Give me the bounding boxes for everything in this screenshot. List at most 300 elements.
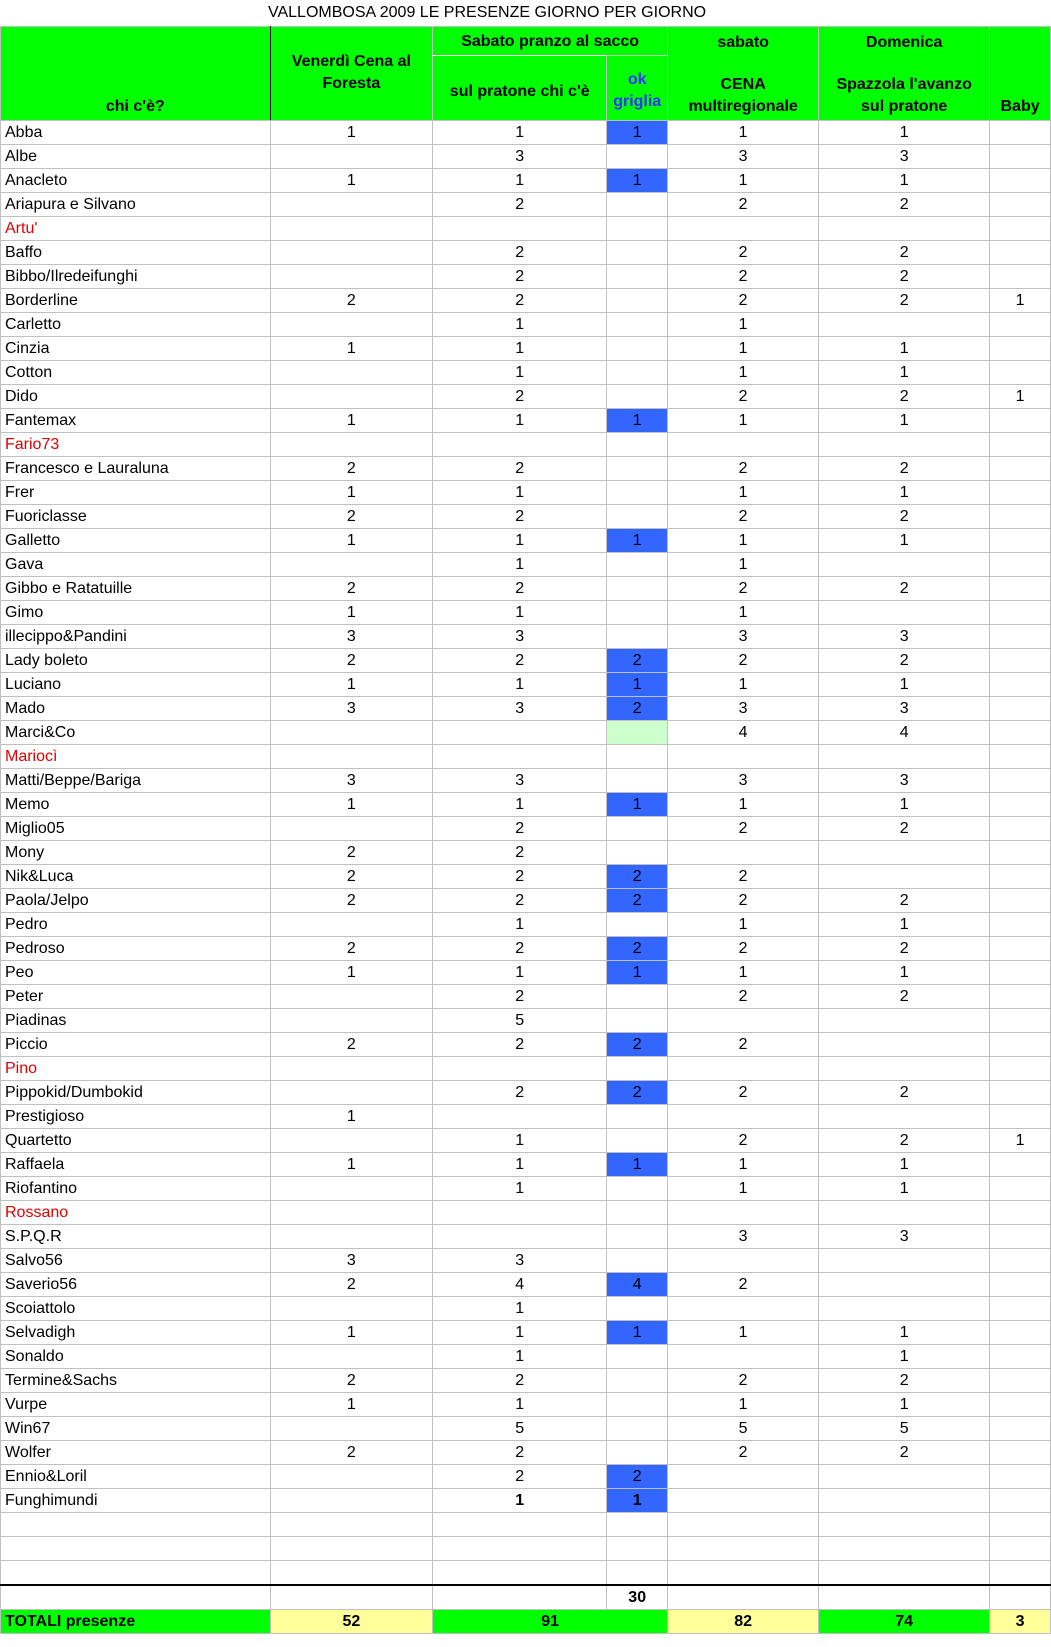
empty-cell[interactable] xyxy=(607,1513,668,1537)
row-baby-cell[interactable] xyxy=(990,1009,1051,1033)
row-baby-cell[interactable] xyxy=(990,577,1051,601)
row-baby-cell[interactable] xyxy=(990,1369,1051,1393)
row-sab-cell[interactable]: 1 xyxy=(433,1129,607,1153)
row-name-cell[interactable]: illecippo&Pandini xyxy=(1,625,271,649)
row-sab-cell[interactable] xyxy=(433,1105,607,1129)
row-dom-cell[interactable]: 1 xyxy=(819,409,990,433)
row-sab-cell[interactable]: 2 xyxy=(433,241,607,265)
row-ok-cell[interactable] xyxy=(607,817,668,841)
row-baby-cell[interactable] xyxy=(990,793,1051,817)
row-cena-cell[interactable] xyxy=(668,1057,819,1081)
row-dom-cell[interactable]: 2 xyxy=(819,985,990,1009)
row-dom-cell[interactable] xyxy=(819,841,990,865)
row-cena-cell[interactable]: 2 xyxy=(668,889,819,913)
row-sab-cell[interactable] xyxy=(433,217,607,241)
row-sab-cell[interactable]: 2 xyxy=(433,505,607,529)
row-cena-cell[interactable]: 3 xyxy=(668,145,819,169)
row-name-cell[interactable]: Pino xyxy=(1,1057,271,1081)
row-cena-cell[interactable] xyxy=(668,1249,819,1273)
row-ok-cell[interactable] xyxy=(607,1393,668,1417)
row-baby-cell[interactable]: 1 xyxy=(990,1129,1051,1153)
row-baby-cell[interactable] xyxy=(990,145,1051,169)
row-baby-cell[interactable] xyxy=(990,265,1051,289)
row-ven-cell[interactable]: 3 xyxy=(270,625,433,649)
row-name-cell[interactable]: Termine&Sachs xyxy=(1,1369,271,1393)
row-sab-cell[interactable]: 1 xyxy=(433,1393,607,1417)
row-ok-cell[interactable]: 2 xyxy=(607,937,668,961)
row-dom-cell[interactable]: 2 xyxy=(819,385,990,409)
row-name-cell[interactable]: Artu' xyxy=(1,217,271,241)
row-baby-cell[interactable] xyxy=(990,169,1051,193)
row-name-cell[interactable]: Cotton xyxy=(1,361,271,385)
row-sab-cell[interactable]: 3 xyxy=(433,697,607,721)
row-sab-cell[interactable]: 1 xyxy=(433,529,607,553)
empty-cell[interactable] xyxy=(990,1513,1051,1537)
row-dom-cell[interactable]: 2 xyxy=(819,1369,990,1393)
row-cena-cell[interactable]: 1 xyxy=(668,913,819,937)
row-ok-cell[interactable] xyxy=(607,265,668,289)
row-ok-cell[interactable] xyxy=(607,769,668,793)
row-sab-cell[interactable]: 1 xyxy=(433,913,607,937)
row-ven-cell[interactable] xyxy=(270,193,433,217)
row-name-cell[interactable]: Quartetto xyxy=(1,1129,271,1153)
row-name-cell[interactable]: Nik&Luca xyxy=(1,865,271,889)
row-dom-cell[interactable]: 2 xyxy=(819,457,990,481)
row-dom-cell[interactable] xyxy=(819,1489,990,1513)
row-ok-cell[interactable]: 1 xyxy=(607,529,668,553)
row-baby-cell[interactable] xyxy=(990,961,1051,985)
row-name-cell[interactable]: Pedroso xyxy=(1,937,271,961)
row-dom-cell[interactable]: 1 xyxy=(819,673,990,697)
row-name-cell[interactable]: Mony xyxy=(1,841,271,865)
row-ven-cell[interactable]: 2 xyxy=(270,1033,433,1057)
row-cena-cell[interactable]: 5 xyxy=(668,1417,819,1441)
row-ven-cell[interactable]: 1 xyxy=(270,601,433,625)
row-cena-cell[interactable]: 1 xyxy=(668,121,819,145)
row-ok-cell[interactable] xyxy=(607,241,668,265)
row-dom-cell[interactable]: 3 xyxy=(819,697,990,721)
row-ok-cell[interactable] xyxy=(607,217,668,241)
row-cena-cell[interactable]: 2 xyxy=(668,241,819,265)
row-name-cell[interactable]: Ennio&Loril xyxy=(1,1465,271,1489)
row-dom-cell[interactable] xyxy=(819,1297,990,1321)
row-name-cell[interactable]: Funghimundi xyxy=(1,1489,271,1513)
row-dom-cell[interactable]: 1 xyxy=(819,529,990,553)
row-sab-cell[interactable]: 1 xyxy=(433,553,607,577)
row-dom-cell[interactable] xyxy=(819,1273,990,1297)
row-cena-cell[interactable]: 3 xyxy=(668,697,819,721)
row-name-cell[interactable]: Piccio xyxy=(1,1033,271,1057)
row-ven-cell[interactable]: 2 xyxy=(270,505,433,529)
row-cena-cell[interactable]: 4 xyxy=(668,721,819,745)
row-sab-cell[interactable]: 2 xyxy=(433,841,607,865)
empty-cell[interactable] xyxy=(819,1513,990,1537)
row-ok-cell[interactable] xyxy=(607,913,668,937)
row-ok-cell[interactable] xyxy=(607,1297,668,1321)
row-baby-cell[interactable] xyxy=(990,529,1051,553)
row-ven-cell[interactable]: 2 xyxy=(270,889,433,913)
row-ven-cell[interactable] xyxy=(270,1345,433,1369)
row-name-cell[interactable]: Luciano xyxy=(1,673,271,697)
row-cena-cell[interactable]: 1 xyxy=(668,1177,819,1201)
row-dom-cell[interactable] xyxy=(819,1465,990,1489)
row-dom-cell[interactable]: 5 xyxy=(819,1417,990,1441)
row-cena-cell[interactable]: 2 xyxy=(668,577,819,601)
row-cena-cell[interactable]: 3 xyxy=(668,769,819,793)
row-name-cell[interactable]: Piadinas xyxy=(1,1009,271,1033)
row-cena-cell[interactable]: 1 xyxy=(668,361,819,385)
row-baby-cell[interactable] xyxy=(990,1321,1051,1345)
row-ok-cell[interactable]: 1 xyxy=(607,1153,668,1177)
row-ven-cell[interactable]: 2 xyxy=(270,865,433,889)
row-dom-cell[interactable]: 2 xyxy=(819,937,990,961)
row-cena-cell[interactable]: 1 xyxy=(668,337,819,361)
row-baby-cell[interactable] xyxy=(990,1177,1051,1201)
row-baby-cell[interactable] xyxy=(990,769,1051,793)
row-dom-cell[interactable]: 1 xyxy=(819,1153,990,1177)
row-name-cell[interactable]: Francesco e Lauraluna xyxy=(1,457,271,481)
row-ok-cell[interactable]: 2 xyxy=(607,697,668,721)
row-ven-cell[interactable]: 1 xyxy=(270,169,433,193)
row-ok-cell[interactable]: 1 xyxy=(607,409,668,433)
row-name-cell[interactable]: Fantemax xyxy=(1,409,271,433)
row-sab-cell[interactable]: 2 xyxy=(433,937,607,961)
row-ok-cell[interactable] xyxy=(607,721,668,745)
row-sab-cell[interactable]: 2 xyxy=(433,1465,607,1489)
row-cena-cell[interactable] xyxy=(668,1345,819,1369)
row-name-cell[interactable]: Marci&Co xyxy=(1,721,271,745)
row-ok-cell[interactable] xyxy=(607,1177,668,1201)
row-dom-cell[interactable]: 2 xyxy=(819,289,990,313)
row-baby-cell[interactable] xyxy=(990,1105,1051,1129)
row-cena-cell[interactable] xyxy=(668,433,819,457)
row-ven-cell[interactable]: 1 xyxy=(270,673,433,697)
row-sab-cell[interactable]: 1 xyxy=(433,961,607,985)
row-dom-cell[interactable] xyxy=(819,1057,990,1081)
row-ok-cell[interactable] xyxy=(607,1105,668,1129)
row-name-cell[interactable]: Peo xyxy=(1,961,271,985)
row-ven-cell[interactable]: 1 xyxy=(270,961,433,985)
row-cena-cell[interactable]: 2 xyxy=(668,1441,819,1465)
row-ven-cell[interactable] xyxy=(270,1009,433,1033)
row-name-cell[interactable]: Peter xyxy=(1,985,271,1009)
row-ven-cell[interactable]: 3 xyxy=(270,697,433,721)
row-sab-cell[interactable]: 2 xyxy=(433,1081,607,1105)
empty-cell[interactable] xyxy=(607,1537,668,1561)
row-sab-cell[interactable]: 1 xyxy=(433,1345,607,1369)
row-ok-cell[interactable] xyxy=(607,289,668,313)
row-cena-cell[interactable] xyxy=(668,217,819,241)
row-ok-cell[interactable] xyxy=(607,337,668,361)
row-ok-cell[interactable] xyxy=(607,1225,668,1249)
row-ok-cell[interactable] xyxy=(607,481,668,505)
row-dom-cell[interactable] xyxy=(819,217,990,241)
row-name-cell[interactable]: Baffo xyxy=(1,241,271,265)
row-ok-cell[interactable] xyxy=(607,553,668,577)
empty-cell[interactable] xyxy=(433,1561,607,1586)
row-dom-cell[interactable]: 2 xyxy=(819,649,990,673)
empty-cell[interactable] xyxy=(270,1513,433,1537)
empty-cell[interactable] xyxy=(270,1537,433,1561)
row-dom-cell[interactable]: 2 xyxy=(819,505,990,529)
row-ok-cell[interactable]: 2 xyxy=(607,865,668,889)
row-baby-cell[interactable] xyxy=(990,673,1051,697)
row-cena-cell[interactable] xyxy=(668,1489,819,1513)
row-dom-cell[interactable] xyxy=(819,553,990,577)
row-ven-cell[interactable] xyxy=(270,217,433,241)
row-ok-cell[interactable] xyxy=(607,1129,668,1153)
row-baby-cell[interactable] xyxy=(990,361,1051,385)
row-name-cell[interactable]: Galletto xyxy=(1,529,271,553)
row-sab-cell[interactable]: 1 xyxy=(433,337,607,361)
row-dom-cell[interactable]: 3 xyxy=(819,769,990,793)
row-name-cell[interactable]: Fario73 xyxy=(1,433,271,457)
empty-cell[interactable] xyxy=(668,1561,819,1586)
row-dom-cell[interactable]: 2 xyxy=(819,193,990,217)
row-ok-cell[interactable] xyxy=(607,505,668,529)
row-name-cell[interactable]: Paola/Jelpo xyxy=(1,889,271,913)
row-baby-cell[interactable] xyxy=(990,745,1051,769)
row-ven-cell[interactable] xyxy=(270,361,433,385)
row-sab-cell[interactable]: 1 xyxy=(433,1177,607,1201)
row-baby-cell[interactable] xyxy=(990,817,1051,841)
row-baby-cell[interactable]: 1 xyxy=(990,289,1051,313)
row-ven-cell[interactable]: 1 xyxy=(270,121,433,145)
row-dom-cell[interactable] xyxy=(819,865,990,889)
row-ven-cell[interactable] xyxy=(270,1057,433,1081)
row-name-cell[interactable]: Mado xyxy=(1,697,271,721)
row-cena-cell[interactable] xyxy=(668,1297,819,1321)
row-cena-cell[interactable] xyxy=(668,1465,819,1489)
row-ok-cell[interactable] xyxy=(607,1369,668,1393)
row-ok-cell[interactable] xyxy=(607,1417,668,1441)
row-ok-cell[interactable]: 1 xyxy=(607,169,668,193)
row-baby-cell[interactable] xyxy=(990,1393,1051,1417)
row-sab-cell[interactable]: 3 xyxy=(433,1249,607,1273)
row-ven-cell[interactable] xyxy=(270,385,433,409)
row-dom-cell[interactable]: 1 xyxy=(819,481,990,505)
row-name-cell[interactable]: Anacleto xyxy=(1,169,271,193)
row-ven-cell[interactable] xyxy=(270,265,433,289)
row-ven-cell[interactable]: 1 xyxy=(270,529,433,553)
row-ok-cell[interactable]: 2 xyxy=(607,1033,668,1057)
row-sab-cell[interactable]: 1 xyxy=(433,1297,607,1321)
row-name-cell[interactable]: Gimo xyxy=(1,601,271,625)
row-ven-cell[interactable] xyxy=(270,1225,433,1249)
row-sab-cell[interactable]: 2 xyxy=(433,265,607,289)
row-ven-cell[interactable]: 2 xyxy=(270,577,433,601)
row-baby-cell[interactable] xyxy=(990,865,1051,889)
row-dom-cell[interactable] xyxy=(819,1201,990,1225)
row-ok-cell[interactable]: 2 xyxy=(607,1465,668,1489)
row-baby-cell[interactable] xyxy=(990,217,1051,241)
row-baby-cell[interactable] xyxy=(990,889,1051,913)
row-sab-cell[interactable] xyxy=(433,721,607,745)
row-cena-cell[interactable]: 1 xyxy=(668,1393,819,1417)
row-ven-cell[interactable]: 1 xyxy=(270,793,433,817)
row-baby-cell[interactable] xyxy=(990,649,1051,673)
row-ven-cell[interactable]: 3 xyxy=(270,1249,433,1273)
row-baby-cell[interactable] xyxy=(990,1489,1051,1513)
row-baby-cell[interactable] xyxy=(990,1417,1051,1441)
row-baby-cell[interactable] xyxy=(990,1201,1051,1225)
row-ven-cell[interactable]: 2 xyxy=(270,649,433,673)
row-sab-cell[interactable]: 1 xyxy=(433,601,607,625)
row-sab-cell[interactable]: 2 xyxy=(433,649,607,673)
row-name-cell[interactable]: Lady boleto xyxy=(1,649,271,673)
row-ven-cell[interactable] xyxy=(270,1297,433,1321)
row-sab-cell[interactable] xyxy=(433,433,607,457)
row-cena-cell[interactable]: 2 xyxy=(668,1273,819,1297)
row-cena-cell[interactable]: 2 xyxy=(668,385,819,409)
row-ok-cell[interactable]: 1 xyxy=(607,121,668,145)
row-ven-cell[interactable] xyxy=(270,1129,433,1153)
row-sab-cell[interactable]: 2 xyxy=(433,289,607,313)
row-name-cell[interactable]: Mariocì xyxy=(1,745,271,769)
empty-cell[interactable] xyxy=(607,1561,668,1586)
empty-cell[interactable] xyxy=(819,1561,990,1586)
row-dom-cell[interactable]: 1 xyxy=(819,337,990,361)
row-dom-cell[interactable]: 1 xyxy=(819,169,990,193)
row-baby-cell[interactable] xyxy=(990,433,1051,457)
row-ok-cell[interactable] xyxy=(607,1441,668,1465)
empty-cell[interactable] xyxy=(668,1585,819,1610)
row-ven-cell[interactable] xyxy=(270,913,433,937)
row-ok-cell[interactable] xyxy=(607,385,668,409)
row-baby-cell[interactable] xyxy=(990,457,1051,481)
row-baby-cell[interactable] xyxy=(990,481,1051,505)
empty-cell[interactable] xyxy=(990,1561,1051,1586)
row-ok-cell[interactable] xyxy=(607,1201,668,1225)
row-dom-cell[interactable]: 1 xyxy=(819,361,990,385)
row-ven-cell[interactable] xyxy=(270,1465,433,1489)
row-sab-cell[interactable]: 2 xyxy=(433,865,607,889)
row-sab-cell[interactable]: 2 xyxy=(433,1033,607,1057)
row-ven-cell[interactable] xyxy=(270,721,433,745)
row-name-cell[interactable]: Matti/Beppe/Bariga xyxy=(1,769,271,793)
row-cena-cell[interactable]: 1 xyxy=(668,553,819,577)
row-cena-cell[interactable]: 1 xyxy=(668,1153,819,1177)
row-sab-cell[interactable]: 1 xyxy=(433,409,607,433)
row-ven-cell[interactable] xyxy=(270,553,433,577)
row-ok-cell[interactable]: 2 xyxy=(607,649,668,673)
row-ven-cell[interactable]: 1 xyxy=(270,1105,433,1129)
row-ok-cell[interactable]: 2 xyxy=(607,1081,668,1105)
row-cena-cell[interactable] xyxy=(668,841,819,865)
row-cena-cell[interactable]: 1 xyxy=(668,169,819,193)
row-baby-cell[interactable] xyxy=(990,841,1051,865)
row-ven-cell[interactable]: 2 xyxy=(270,841,433,865)
empty-cell[interactable] xyxy=(990,1585,1051,1610)
row-dom-cell[interactable]: 1 xyxy=(819,1345,990,1369)
row-sab-cell[interactable]: 3 xyxy=(433,625,607,649)
row-dom-cell[interactable]: 1 xyxy=(819,1177,990,1201)
row-ok-cell[interactable]: 4 xyxy=(607,1273,668,1297)
row-sab-cell[interactable]: 1 xyxy=(433,481,607,505)
row-baby-cell[interactable] xyxy=(990,1297,1051,1321)
row-dom-cell[interactable] xyxy=(819,601,990,625)
row-dom-cell[interactable]: 3 xyxy=(819,1225,990,1249)
empty-cell[interactable] xyxy=(270,1585,433,1610)
row-name-cell[interactable]: Bibbo/Ilredeifunghi xyxy=(1,265,271,289)
row-sab-cell[interactable]: 2 xyxy=(433,385,607,409)
row-sab-cell[interactable]: 2 xyxy=(433,1369,607,1393)
row-name-cell[interactable]: Memo xyxy=(1,793,271,817)
row-baby-cell[interactable] xyxy=(990,697,1051,721)
row-baby-cell[interactable] xyxy=(990,1153,1051,1177)
row-dom-cell[interactable]: 1 xyxy=(819,961,990,985)
row-name-cell[interactable]: Borderline xyxy=(1,289,271,313)
row-baby-cell[interactable] xyxy=(990,601,1051,625)
row-dom-cell[interactable]: 2 xyxy=(819,265,990,289)
row-name-cell[interactable]: Pedro xyxy=(1,913,271,937)
row-dom-cell[interactable]: 2 xyxy=(819,1441,990,1465)
row-dom-cell[interactable]: 1 xyxy=(819,793,990,817)
row-name-cell[interactable]: S.P.Q.R xyxy=(1,1225,271,1249)
row-ven-cell[interactable]: 3 xyxy=(270,769,433,793)
row-name-cell[interactable]: Gibbo e Ratatuille xyxy=(1,577,271,601)
row-baby-cell[interactable] xyxy=(990,721,1051,745)
row-dom-cell[interactable]: 2 xyxy=(819,889,990,913)
row-ven-cell[interactable]: 1 xyxy=(270,481,433,505)
row-sab-cell[interactable]: 2 xyxy=(433,889,607,913)
row-sab-cell[interactable]: 1 xyxy=(433,1489,607,1513)
row-dom-cell[interactable] xyxy=(819,745,990,769)
row-cena-cell[interactable]: 1 xyxy=(668,793,819,817)
row-ven-cell[interactable]: 1 xyxy=(270,1153,433,1177)
row-cena-cell[interactable] xyxy=(668,1009,819,1033)
row-ven-cell[interactable]: 2 xyxy=(270,1441,433,1465)
row-name-cell[interactable]: Fuoriclasse xyxy=(1,505,271,529)
row-dom-cell[interactable] xyxy=(819,1033,990,1057)
row-name-cell[interactable]: Dido xyxy=(1,385,271,409)
empty-cell[interactable] xyxy=(270,1561,433,1586)
row-ven-cell[interactable]: 1 xyxy=(270,1393,433,1417)
row-sab-cell[interactable]: 2 xyxy=(433,577,607,601)
row-sab-cell[interactable]: 1 xyxy=(433,169,607,193)
row-baby-cell[interactable] xyxy=(990,553,1051,577)
row-sab-cell[interactable]: 2 xyxy=(433,1441,607,1465)
row-baby-cell[interactable] xyxy=(990,121,1051,145)
row-cena-cell[interactable]: 1 xyxy=(668,601,819,625)
row-baby-cell[interactable] xyxy=(990,1345,1051,1369)
row-ok-cell[interactable] xyxy=(607,1009,668,1033)
empty-cell[interactable] xyxy=(990,1537,1051,1561)
row-sab-cell[interactable]: 1 xyxy=(433,1153,607,1177)
row-dom-cell[interactable] xyxy=(819,313,990,337)
row-cena-cell[interactable]: 2 xyxy=(668,865,819,889)
row-ok-cell[interactable] xyxy=(607,457,668,481)
row-ven-cell[interactable] xyxy=(270,241,433,265)
row-name-cell[interactable]: Selvadigh xyxy=(1,1321,271,1345)
row-cena-cell[interactable]: 1 xyxy=(668,529,819,553)
row-cena-cell[interactable]: 1 xyxy=(668,1321,819,1345)
row-sab-cell[interactable]: 1 xyxy=(433,313,607,337)
ok-total-cell[interactable]: 30 xyxy=(607,1585,668,1610)
empty-cell[interactable] xyxy=(1,1513,271,1537)
row-dom-cell[interactable]: 3 xyxy=(819,145,990,169)
row-name-cell[interactable]: Gava xyxy=(1,553,271,577)
row-dom-cell[interactable]: 2 xyxy=(819,1129,990,1153)
row-ok-cell[interactable] xyxy=(607,313,668,337)
row-sab-cell[interactable]: 5 xyxy=(433,1009,607,1033)
row-ven-cell[interactable] xyxy=(270,433,433,457)
row-cena-cell[interactable]: 1 xyxy=(668,961,819,985)
row-dom-cell[interactable]: 1 xyxy=(819,1393,990,1417)
row-ven-cell[interactable] xyxy=(270,313,433,337)
row-sab-cell[interactable]: 5 xyxy=(433,1417,607,1441)
row-name-cell[interactable]: Wolfer xyxy=(1,1441,271,1465)
